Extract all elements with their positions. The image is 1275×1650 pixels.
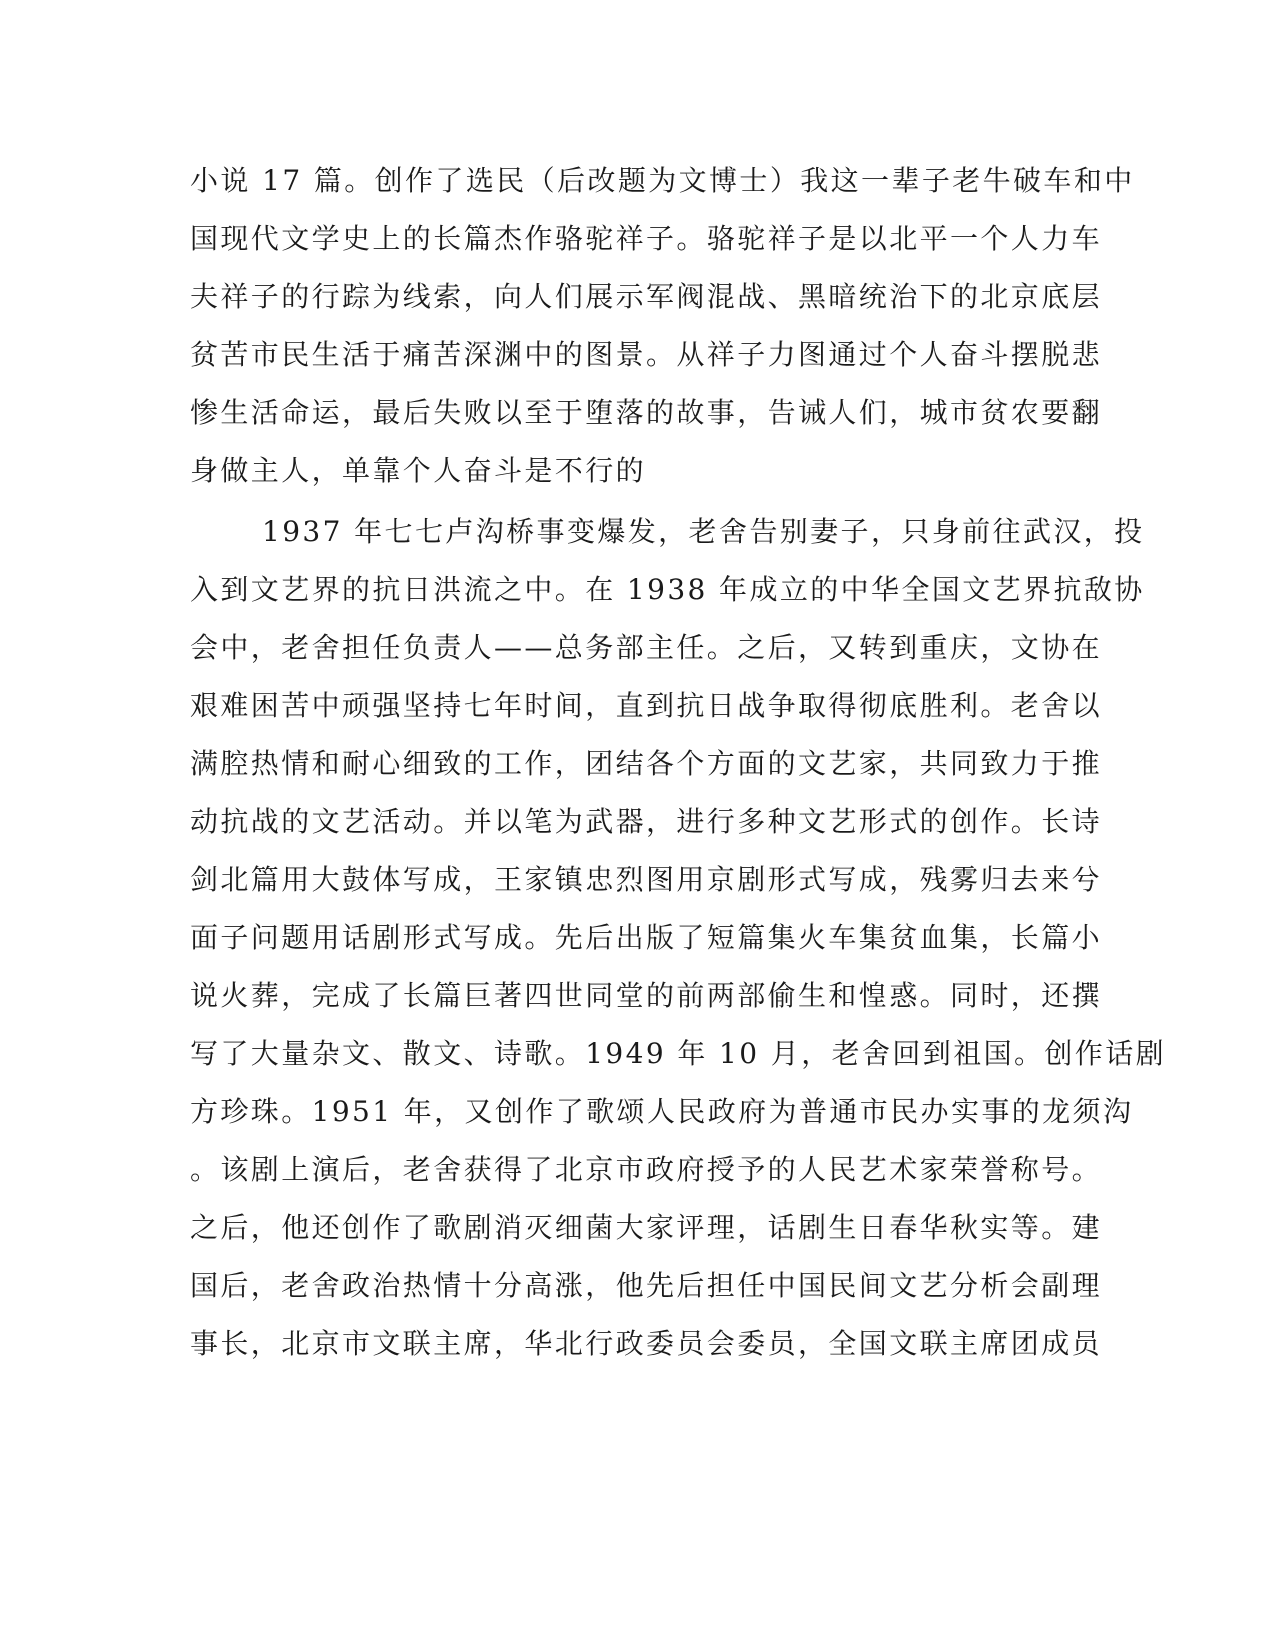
text-line: 夫祥子的行踪为线索，向人们展示军阀混战、黑暗统治下的北京底层 (190, 280, 1103, 313)
text-line: 国后，老舍政治热情十分高涨，他先后担任中国民间文艺分析会副理 (190, 1269, 1103, 1302)
text-line: 面子问题用话剧形式写成。先后出版了短篇集火车集贫血集，长篇小 (190, 921, 1103, 954)
text-line: 身做主人，单靠个人奋斗是不行的 (190, 454, 647, 487)
text-line: 满腔热情和耐心细致的工作，团结各个方面的文艺家，共同致力于推 (190, 747, 1103, 780)
text-line: 说火葬，完成了长篇巨著四世同堂的前两部偷生和惶惑。同时，还撰 (190, 979, 1103, 1012)
text-line: 入到文艺界的抗日洪流之中。在 1938 年成立的中华全国文艺界抗敌协 (190, 573, 1145, 606)
text-line: 会中，老舍担任负责人——总务部主任。之后，又转到重庆，文协在 (190, 631, 1103, 664)
text-line: 之后，他还创作了歌剧消灭细菌大家评理，话剧生日春华秋实等。建 (190, 1211, 1103, 1244)
text-line: 动抗战的文艺活动。并以笔为武器，进行多种文艺形式的创作。长诗 (190, 805, 1103, 838)
text-line: 写了大量杂文、散文、诗歌。1949 年 10 月，老舍回到祖国。创作话剧 (190, 1037, 1166, 1070)
text-line: 方珍珠。1951 年，又创作了歌颂人民政府为普通市民办实事的龙须沟 (190, 1095, 1134, 1128)
text-line: 。该剧上演后，老舍获得了北京市政府授予的人民艺术家荣誉称号。 (190, 1153, 1103, 1186)
text-line: 事长，北京市文联主席，华北行政委员会委员，全国文联主席团成员 (190, 1327, 1103, 1360)
text-line: 1937 年七七卢沟桥事变爆发，老舍告别妻子，只身前往武汉，投 (262, 515, 1145, 548)
text-line: 贫苦市民生活于痛苦深渊中的图景。从祥子力图通过个人奋斗摆脱悲 (190, 338, 1103, 371)
text-line: 惨生活命运，最后失败以至于堕落的故事，告诫人们，城市贫农要翻 (190, 396, 1103, 429)
text-line: 小说 17 篇。创作了选民（后改题为文博士）我这一辈子老牛破车和中 (190, 164, 1135, 197)
text-line: 剑北篇用大鼓体写成，王家镇忠烈图用京剧形式写成，残雾归去来兮 (190, 863, 1103, 896)
text-line: 艰难困苦中顽强坚持七年时间，直到抗日战争取得彻底胜利。老舍以 (190, 689, 1103, 722)
text-line: 国现代文学史上的长篇杰作骆驼祥子。骆驼祥子是以北平一个人力车 (190, 222, 1103, 255)
